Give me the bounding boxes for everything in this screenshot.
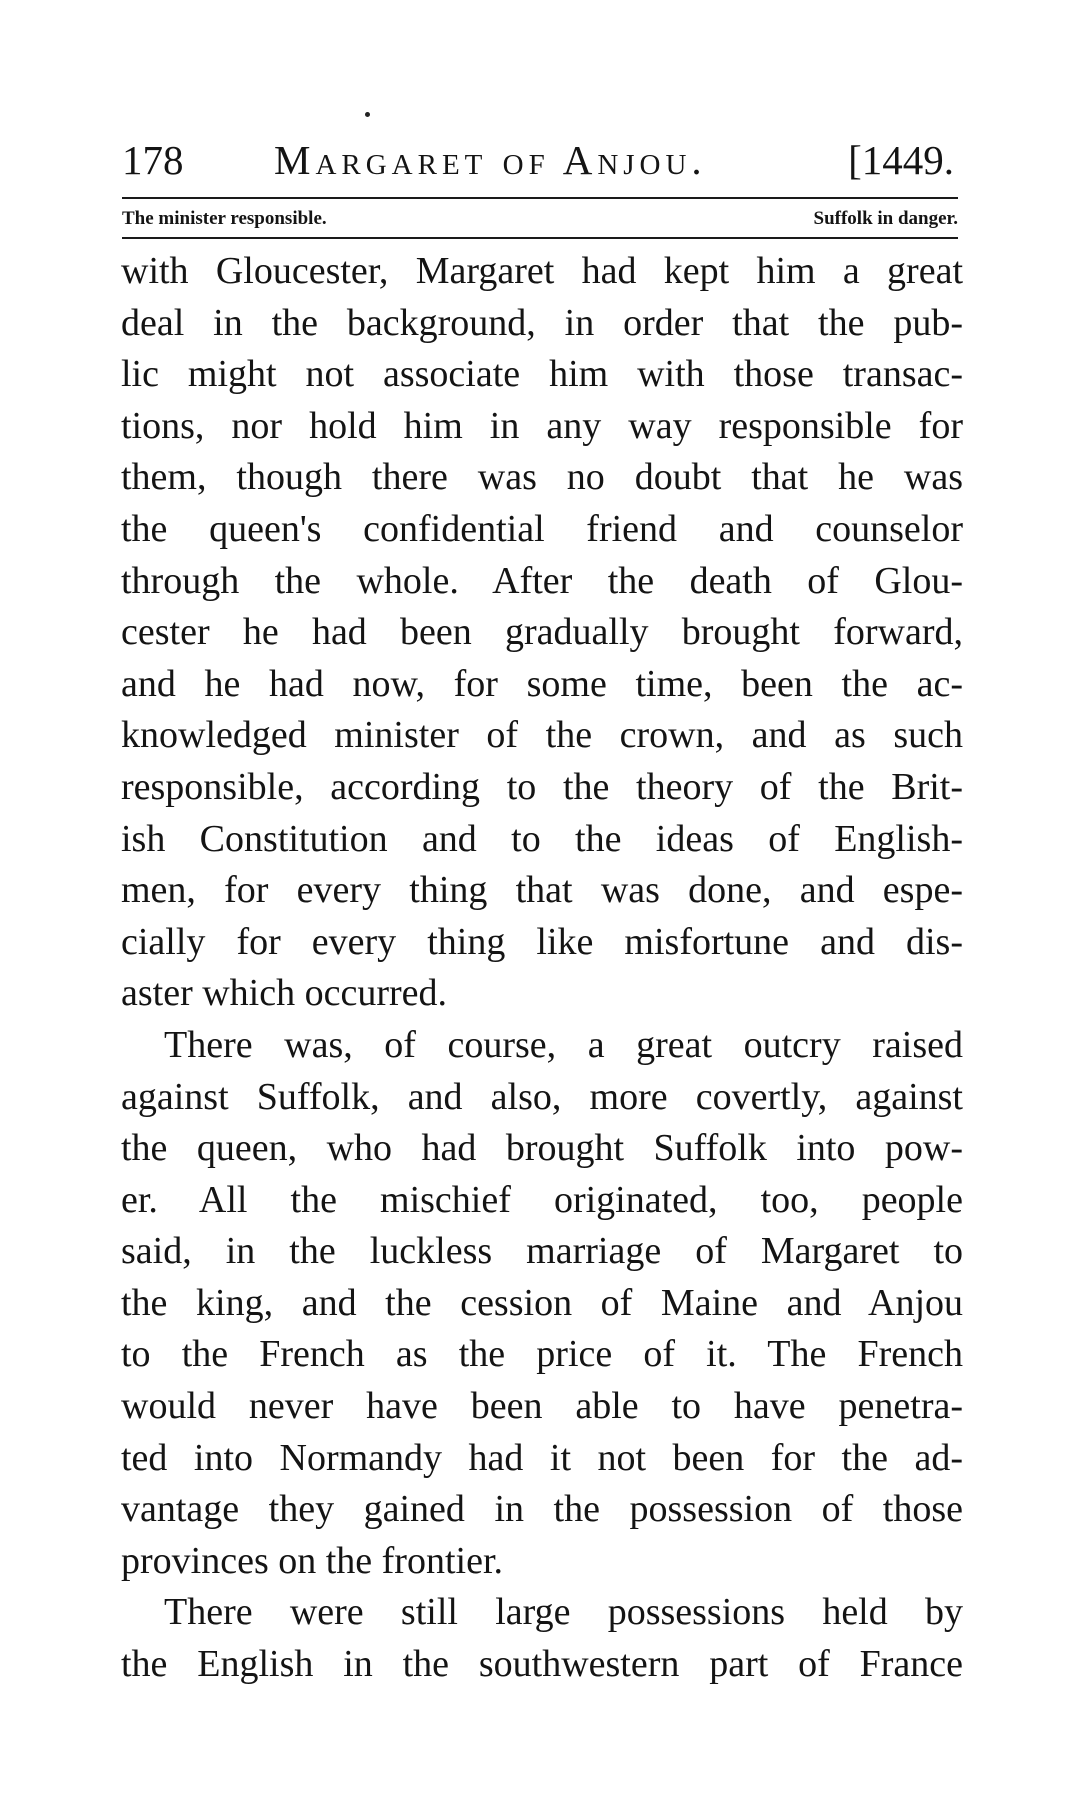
text-line: and he had now, for some time, been the ac- <box>121 662 963 705</box>
text-line: tions, nor hold him in any way responsible for <box>121 404 963 447</box>
text-line: responsible, according to the theory of the Brit- <box>121 765 963 808</box>
year-marker: [1449. <box>848 137 954 183</box>
text-line: would never have been able to have penetra- <box>121 1385 963 1428</box>
header-rule <box>122 197 958 199</box>
side-note-right: Suffolk in danger. <box>813 208 958 229</box>
text-line: aster which occurred. <box>121 972 448 1015</box>
text-line: knowledged minister of the crown, and as such <box>121 714 963 757</box>
running-head <box>122 130 962 190</box>
text-line: cially for every thing like misfortune and dis- <box>121 920 963 963</box>
text-line: them, though there was no doubt that he was <box>121 456 963 499</box>
text-line: lic might not associate him with those transac- <box>121 353 963 396</box>
body-text <box>121 246 963 1691</box>
side-note-rule <box>122 237 958 239</box>
text-line: There was, of course, a great outcry raised <box>164 1023 963 1066</box>
text-line: the queen's confidential friend and counselor <box>121 507 963 550</box>
text-line: to the French as the price of it. The French <box>121 1333 963 1376</box>
text-line: the king, and the cession of Maine and Anjou <box>121 1281 963 1324</box>
side-note-left: The minister responsible. <box>122 208 327 229</box>
text-line: provinces on the frontier. <box>121 1539 504 1582</box>
text-line: er. All the mischief originated, too, people <box>121 1178 963 1221</box>
text-line: the English in the southwestern part of France <box>121 1643 963 1686</box>
text-line: through the whole. After the death of Glou- <box>121 559 963 602</box>
text-line: There were still large possessions held by <box>164 1591 963 1634</box>
text-line: against Suffolk, and also, more covertly, against <box>121 1075 963 1118</box>
ink-speck <box>365 112 370 117</box>
text-line: ted into Normandy had it not been for the ad- <box>121 1436 963 1479</box>
side-notes <box>122 204 958 234</box>
text-line: said, in the luckless marriage of Margaret to <box>121 1230 963 1273</box>
text-line: vantage they gained in the possession of those <box>121 1488 963 1531</box>
text-line: ish Constitution and to the ideas of English- <box>121 817 963 860</box>
page-number: 178 <box>122 137 184 183</box>
book-title: Margaret of Anjou. <box>274 137 707 183</box>
text-line: with Gloucester, Margaret had kept him a great <box>121 250 963 292</box>
text-line: men, for every thing that was done, and espe- <box>121 869 963 912</box>
text-line: the queen, who had brought Suffolk into pow- <box>121 1127 963 1170</box>
text-line: deal in the background, in order that the pub- <box>121 301 963 344</box>
text-line: cester he had been gradually brought forward, <box>121 611 963 654</box>
